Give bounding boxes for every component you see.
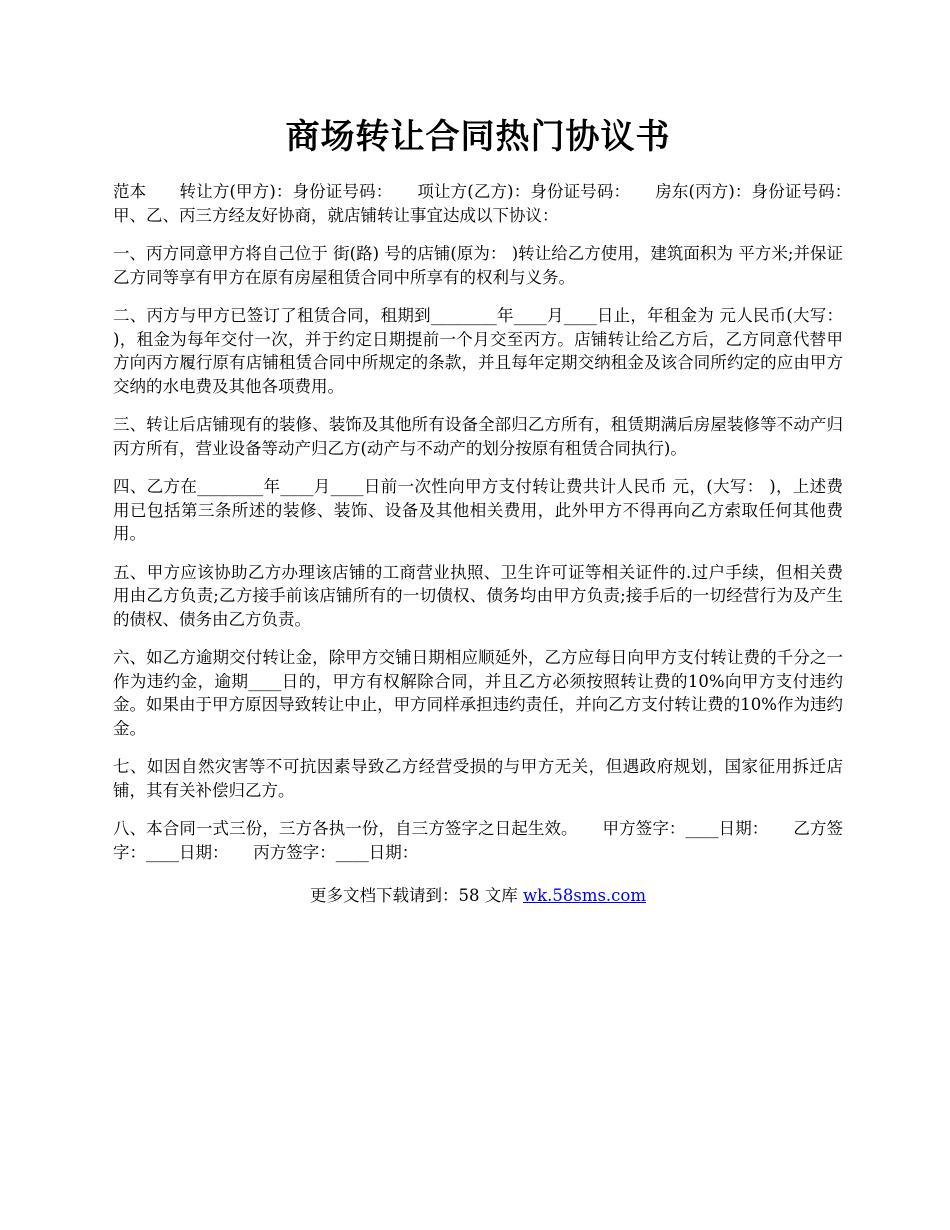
paragraph-clause-5: 五、甲方应该协助乙方办理该店铺的工商营业执照、卫生许可证等相关证件的.过户手续，但相关费用由乙方负责;乙方接手前该店铺所有的一切债权、债务均由甲方负责;接手后的一切经营行为及产生的债权、债务由乙方负责。 <box>113 562 843 629</box>
download-footer <box>113 884 843 908</box>
document-body <box>113 180 876 879</box>
paragraph-clause-3: 三、转让后店铺现有的装修、装饰及其他所有设备全部归乙方所有，租赁期满后房屋装修等不动产归丙方所有，营业设备等动产归乙方(动产与不动产的划分按原有租赁合同执行)。 <box>113 415 843 458</box>
paragraph-clause-7: 七、如因自然灾害等不可抗因素导致乙方经营受损的与甲方无关，但遇政府规划，国家征用拆迁店铺，其有关补偿归乙方。 <box>113 757 843 800</box>
document-title: 商场转让合同热门协议书 <box>285 117 671 157</box>
paragraph-clause-1: 一、丙方同意甲方将自己位于 街(路) 号的店铺(原为： )转让给乙方使用，建筑面积为 平方米;并保证乙方同等享有甲方在原有房屋租赁合同中所享有的权利与义务。 <box>113 244 843 287</box>
paragraph-clause-4: 四、乙方在________年____月____日前一次性向甲方支付转让费共计人民币 元，(大写： )，上述费用已包括第三条所述的装修、装饰、设备及其他相关费用，此外甲方不得再向乙方索取任何其他费用。 <box>113 477 843 543</box>
footer-prefix: 更多文档下载请到：58 文库 <box>309 886 523 905</box>
footer-link[interactable]: wk.58sms.com <box>522 886 646 905</box>
paragraph-clause-6: 六、如乙方逾期交付转让金，除甲方交铺日期相应顺延外，乙方应每日向甲方支付转让费的千分之一作为违约金，逾期____日的，甲方有权解除合同，并且乙方必须按照转让费的10%向甲方支付违约金。如果由于甲方原因导致转让中止，甲方同样承担违约责任，并向乙方支付转让费的10%作为违约金。 <box>113 648 843 738</box>
paragraph-clause-2: 二、丙方与甲方已签订了租赁合同，租期到________年____月____日止，年租金为 元人民币(大写： )，租金为每年交付一次，并于约定日期提前一个月交至丙方。店铺转让给乙方后，乙方同意代替甲方向丙方履行原有店铺租赁合同中所规定的条款，并且每年定期交纳租金及该合同所约定的应由甲方交纳的水电费及其他各项费用。 <box>113 306 843 396</box>
paragraph-clause-8-signatures: 八、本合同一式三份，三方各执一份，自三方签字之日起生效。 甲方签字：____日期： 乙方签字：____日期： 丙方签字：____日期： <box>113 819 843 862</box>
paragraph-preamble: 范本 转让方(甲方)：身份证号码： 项让方(乙方)：身份证号码： 房东(丙方)：身份证号码： 甲、乙、丙三方经友好协商，就店铺转让事宜达成以下协议： <box>113 182 876 225</box>
